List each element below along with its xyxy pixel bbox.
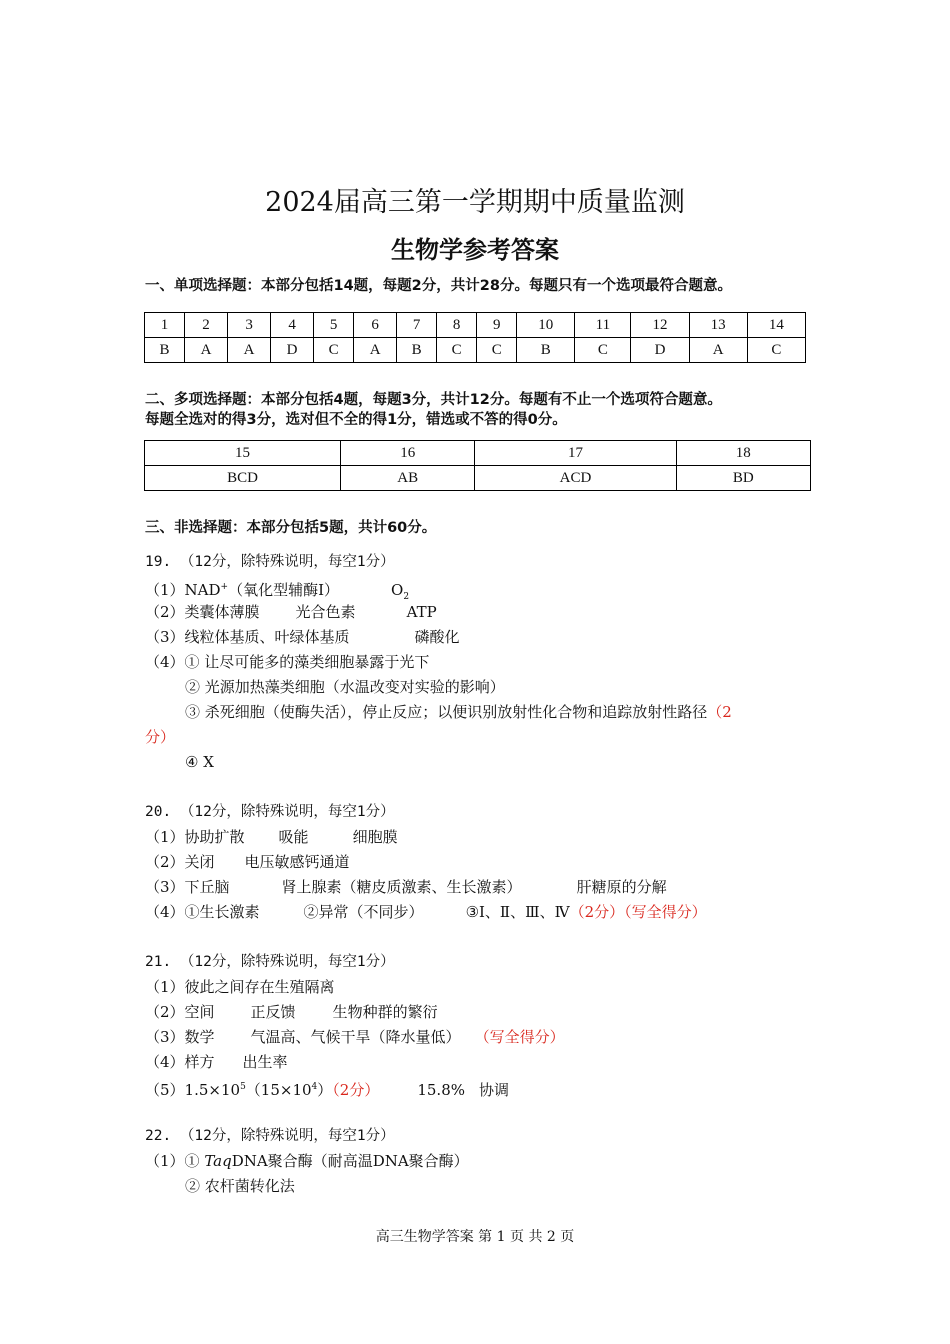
q22-header: 22. （12分，除特殊说明，每空1分）	[145, 1128, 395, 1144]
table-cell: BCD	[145, 466, 341, 491]
table-cell: 3	[228, 313, 271, 338]
table-row	[145, 313, 806, 338]
q19-line6: ③ 杀死细胞（使酶失活），停止反应；以便识别放射性化合物和追踪放射性路径（2	[185, 703, 732, 721]
table-cell: C	[747, 338, 805, 363]
q20-line2: （2）关闭 电压敏感钙通道	[145, 853, 350, 871]
table-row	[145, 466, 811, 491]
table-cell: B	[397, 338, 437, 363]
table-cell: 2	[185, 313, 228, 338]
table-cell: D	[631, 338, 689, 363]
q21-line2: （2）空间 正反馈 生物种群的繁衍	[145, 1003, 438, 1021]
table-cell: 10	[517, 313, 575, 338]
table-row	[145, 338, 806, 363]
table-cell: 8	[437, 313, 477, 338]
table-cell: C	[575, 338, 631, 363]
section3-heading: 三、非选择题：本部分包括5题，共计60分。	[145, 520, 437, 536]
table-cell: 4	[271, 313, 314, 338]
table-cell: 14	[747, 313, 805, 338]
table-cell: B	[517, 338, 575, 363]
section2-heading-line1: 二、多项选择题：本部分包括4题，每题3分，共计12分。每题有不止一个选项符合题意。	[145, 392, 722, 408]
table-cell: A	[689, 338, 747, 363]
table-cell: C	[477, 338, 517, 363]
q21-line4: （4）样方 出生率	[145, 1053, 288, 1071]
q20-line3: （3）下丘脑 肾上腺素（糖皮质激素、生长激素） 肝糖原的分解	[145, 878, 667, 896]
q20-line4: （4）①生长激素 ②异常（不同步） ③Ⅰ、Ⅱ、Ⅲ、Ⅳ（2分）（写全得分）	[145, 903, 707, 921]
table-cell: 13	[689, 313, 747, 338]
q20-line1: （1）协助扩散 吸能 细胞膜	[145, 828, 398, 846]
q19-line7: ④ X	[185, 753, 214, 771]
q19-line2: （2）类囊体薄膜 光合色素 ATP	[145, 603, 437, 621]
table-cell: A	[354, 338, 397, 363]
q22-line1: （1）① TaqDNA聚合酶（耐高温DNA聚合酶）	[145, 1152, 469, 1170]
q22-line2: ② 农杆菌转化法	[185, 1177, 295, 1195]
q21-line1: （1）彼此之间存在生殖隔离	[145, 978, 335, 996]
section1-heading: 一、单项选择题：本部分包括14题，每题2分，共计28分。每题只有一个选项最符合题意。	[145, 278, 732, 294]
multi-choice-table	[144, 440, 811, 491]
q19-line1: （1）NAD+（氧化型辅酶Ⅰ） $O_2$	[145, 581, 410, 602]
section2-heading-line2: 每题全选对的得3分，选对但不全的得1分，错选或不答的得0分。	[145, 412, 567, 428]
single-choice-table	[144, 312, 806, 363]
q21-header: 21. （12分，除特殊说明，每空1分）	[145, 954, 395, 970]
table-cell: A	[228, 338, 271, 363]
table-cell: 17	[475, 441, 676, 466]
table-cell: C	[437, 338, 477, 363]
table-cell: 5	[314, 313, 354, 338]
table-cell: ACD	[475, 466, 676, 491]
q19-line6-cont: 分）	[145, 728, 176, 746]
table-cell: D	[271, 338, 314, 363]
q20-header: 20. （12分，除特殊说明，每空1分）	[145, 804, 395, 820]
q19-line5: ② 光源加热藻类细胞（水温改变对实验的影响）	[185, 678, 505, 696]
q19-line3: （3）线粒体基质、叶绿体基质 磷酸化	[145, 628, 460, 646]
page-subtitle: 生物学参考答案	[391, 235, 559, 264]
table-cell: 15	[145, 441, 341, 466]
table-cell: AB	[341, 466, 475, 491]
q19-header: 19. （12分，除特殊说明，每空1分）	[145, 554, 395, 570]
page-footer: 高三生物学答案 第 1 页 共 2 页	[375, 1229, 575, 1245]
q19-line4: （4）① 让尽可能多的藻类细胞暴露于光下	[145, 653, 430, 671]
table-cell: 7	[397, 313, 437, 338]
table-cell: 9	[477, 313, 517, 338]
table-cell: 12	[631, 313, 689, 338]
table-cell: 6	[354, 313, 397, 338]
q21-line5: $(5)1.5\times 10^5(15\times 10^4)(2$分） 15.8% 协调	[145, 1081, 510, 1099]
table-cell: A	[185, 338, 228, 363]
table-cell: C	[314, 338, 354, 363]
table-cell: BD	[676, 466, 810, 491]
table-row	[145, 441, 811, 466]
table-cell: 11	[575, 313, 631, 338]
table-cell: 18	[676, 441, 810, 466]
page-title: 2024届高三第一学期期中质量监测	[265, 187, 685, 218]
q21-line3: （3）数学 气温高、气候干旱（降水量低） （写全得分）	[145, 1028, 565, 1046]
table-cell: 16	[341, 441, 475, 466]
table-cell: 1	[145, 313, 185, 338]
table-cell: B	[145, 338, 185, 363]
